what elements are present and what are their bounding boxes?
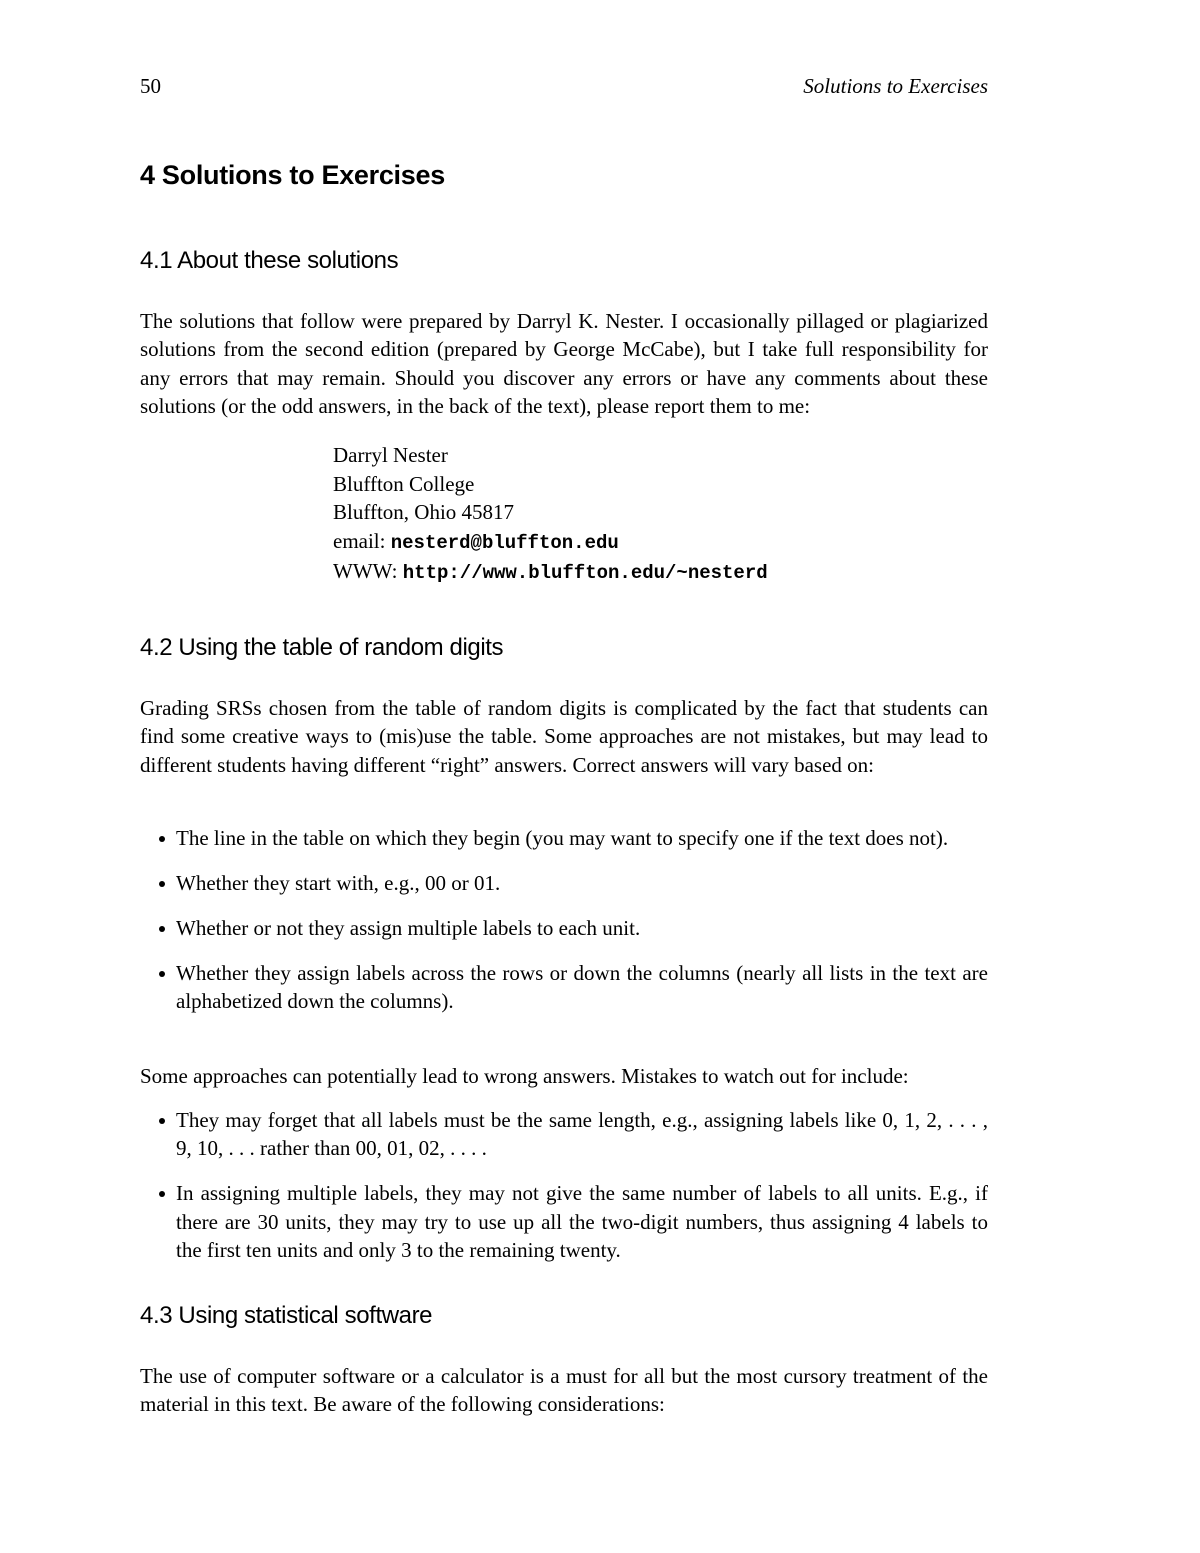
- www-label: WWW:: [333, 559, 403, 584]
- chapter-title: 4 Solutions to Exercises: [140, 160, 445, 190]
- list-item: [140, 1179, 988, 1264]
- list-item: [140, 914, 988, 942]
- list-item-text: The line in the table on which they begin (you may want to specify one if the text does not).: [176, 826, 949, 850]
- address-institution: Bluffton College: [333, 471, 475, 496]
- list-item-text: Whether or not they assign multiple labels to each unit.: [176, 915, 641, 940]
- mistakes-list: [140, 1106, 988, 1281]
- address-city: Bluffton, Ohio 45817: [333, 500, 515, 525]
- section-title-random-digits: 4.2 Using the table of random digits: [140, 634, 504, 661]
- www-url: http://www.bluffton.edu/~nesterd: [402, 562, 768, 585]
- list-item: [140, 869, 988, 897]
- page-number: 50: [140, 74, 161, 98]
- about-paragraph: The solutions that follow were prepared by Darryl K. Nester. I occasionally pillaged or plagiarized solutions from the second edition (prepared by George McCabe), but I take full responsibility for any errors that may remain. Should you discover any errors or have any comments about these solutions (or the odd answers, in the back of the text), please report them to me:: [140, 309, 988, 419]
- section-title-software: 4.3 Using statistical software: [140, 1302, 433, 1329]
- list-item-text: Whether they start with, e.g., 00 or 01.: [176, 870, 501, 895]
- address-email-line: [333, 527, 768, 558]
- email-label: email:: [333, 528, 391, 553]
- bullet-icon: [159, 971, 165, 977]
- email-address: nesterd@bluffton.edu: [390, 531, 619, 554]
- software-paragraph: The use of computer software or a calculator is a must for all but the most cursory treatment of the material in this text. Be aware of the following considerations:: [140, 1364, 988, 1417]
- address-www-line: [333, 557, 768, 588]
- random-digits-intro: Grading SRSs chosen from the table of random digits is complicated by the fact that students can find some creative ways to (mis)use the table. Some approaches are not mistakes, but may lead to different students having different “right” answers. Correct answers will vary based on:: [140, 696, 988, 777]
- address-name: Darryl Nester: [333, 443, 448, 467]
- bullet-icon: [159, 926, 165, 932]
- list-item: [140, 824, 988, 852]
- running-title: Solutions to Exercises: [803, 74, 988, 98]
- bullet-icon: [159, 836, 165, 842]
- contact-address: [333, 441, 768, 588]
- list-item: [140, 959, 988, 1016]
- bullet-icon: [159, 1191, 165, 1197]
- list-item-text: In assigning multiple labels, they may not give the same number of labels to all units. E.g., if there are 30 units, they may try to use up all the two-digit numbers, thus assigning 4 labels to the first ten units and only 3 to the remaining twenty.: [176, 1181, 988, 1263]
- running-header: [140, 74, 988, 102]
- list-item-text: Whether they assign labels across the rows or down the columns (nearly all lists in the text are alphabetized down the columns).: [176, 960, 988, 1014]
- section-title-about: 4.1 About these solutions: [140, 247, 399, 274]
- list-item: [140, 1106, 988, 1163]
- bullet-icon: [159, 881, 165, 887]
- mistakes-intro: Some approaches can potentially lead to wrong answers. Mistakes to watch out for include:: [140, 1064, 909, 1088]
- variation-list: [140, 824, 988, 1032]
- list-item-text: They may forget that all labels must be the same length, e.g., assigning labels like 0, 1, 2, . . . , 9, 10, . . . rather than 00, 01, 02, . . . .: [176, 1108, 988, 1161]
- bullet-icon: [159, 1118, 165, 1124]
- document-page: [140, 0, 988, 1553]
